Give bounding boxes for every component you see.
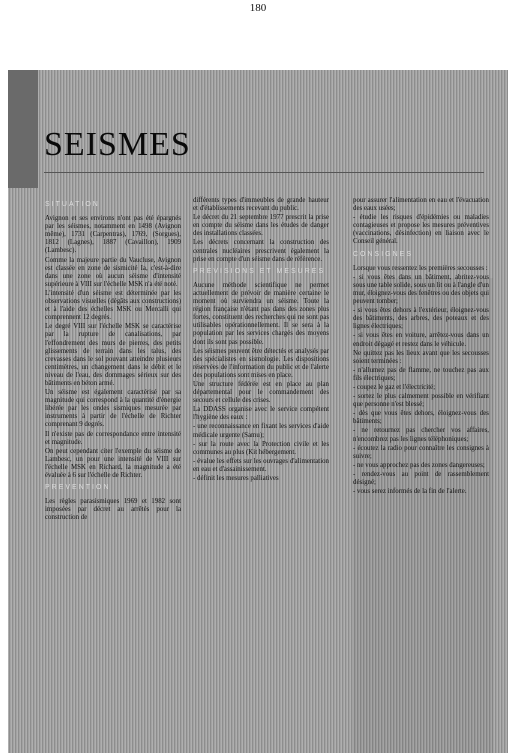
paragraph: Aucune méthode scientifique ne permet actuellement de prévoir de manière certaine le moment où surviendra un séisme. Toute la région française n'étant pas dans des zones plus fortes, constituent des recherches qui ne sont pas utilisables opérationnellement. Il se sera à la population par les services chargés des moyens dont ils sont pas possible. (193, 281, 329, 346)
section-heading-situation: SITUATION (45, 201, 100, 208)
paragraph: Il n'existe pas de correspondance entre intensité et magnitude. (45, 430, 181, 446)
paragraph: Les décrets concernant la construction des centrales nucléaires prescrivent également la prise en compte d'un séisme dans de référence. (193, 239, 329, 263)
column-1 (45, 197, 181, 523)
paragraph: - si vous êtes dehors à l'extérieur, éloignez-vous des bâtiments, des arbres, des poteaux et des lignes électriques; (353, 307, 489, 331)
paragraph: Une structure fédérée est en place au plan départemental pour le commandement des secours et cellule des crises. (193, 380, 329, 405)
section-heading-consignes: CONSIGNES (353, 250, 414, 258)
paragraph: - étudie les risques d'épidémies ou maladies contagieuses et propose les mesures préventives (vaccinations, désinfection) en liaison avec le Conseil général. (353, 214, 489, 246)
paragraph: - coupez le gaz et l'électricité; (353, 383, 436, 391)
paragraph: Un séisme est également caractérisé par sa magnitude qui correspond à la quantité d'énergie libérée par les ondes sismiques mesurée par instruments à partir de l'échelle de Richter comprenant 9 degrés. (45, 389, 181, 429)
paragraph: - ne vous approchez pas des zones dangereuses; (353, 461, 485, 469)
column-2 (193, 197, 329, 484)
paragraph: - une reconnaissance en fixant les services d'aide médicale urgente (Samu); (193, 423, 329, 439)
paragraph: - sur la route avec la Protection civile et les communes au plus (Kit hébergement. (193, 440, 329, 456)
paragraph: L'intensité d'un séisme est déterminée par les observations visuelles (dégâts aux constructions) et à l'aide des échelles MSK ou Mercalli qui comprennent 12 degrés. (45, 289, 181, 322)
column-3 (353, 197, 489, 497)
paragraph: Avignon et ses environs n'ont pas été épargnés par les séismes, notamment en 1498 (Avignon même), 1731 (Carpentras), 1769, (Sorgues), 1812 (Lagnes), 1887 (Cavaillon), 1909 (Lambesc). (45, 215, 181, 255)
paragraph: Ne quittez pas les lieux avant que les secousses soient terminées : (353, 349, 489, 365)
paragraph: différents types d'immeubles de grande hauteur et d'établissements recevant du public. (193, 197, 329, 213)
paragraph: - vous serez informés de la fin de l'alerte. (353, 488, 467, 496)
paragraph: - rendez-vous au point de rassemblement désigné; (353, 470, 489, 486)
paragraph: Les séismes peuvent être détectés et analysés par des spécialistes en sismologie. Les dispositions réservées de l'information du public et de l'alerte des populations sont mises en place. (193, 347, 329, 379)
paragraph: - dès que vous êtes dehors, éloignez-vous des bâtiments; (353, 410, 489, 426)
paragraph: - n'allumez pas de flamme, ne touchez pas aux fils électriques; (353, 366, 489, 382)
paragraph: Le décret du 21 septembre 1977 prescrit la prise en compte du séisme dans les études de danger des installations classées. (193, 214, 329, 238)
section-heading-prevention: PREVENTION (45, 484, 111, 492)
paragraph: On peut cependant citer l'exemple du séisme de Lambesc, un pour une intensité de VIII sur l'échelle MSK en Richard, la magnitude a été évaluée à 6 sur l'échelle de Richter. (45, 447, 181, 479)
paragraph: - si vous êtes dans un bâtiment, abritez-vous sous une table solide, sous un lit ou à l'angle d'un mur, éloignez-vous des fenêtres ou des objets qui peuvent tomber; (353, 273, 489, 306)
paragraph: Lorsque vous ressentez les premières secousses : (353, 264, 488, 272)
paragraph: - écoutez la radio pour connaître les consignes à suivre; (353, 444, 489, 460)
paragraph: La DDASS organise avec le service compétent l'hygiène des eaux : (193, 406, 329, 422)
document-page (8, 70, 508, 753)
paragraph: - définit les mesures palliatives (193, 475, 279, 482)
paragraph: Le degré VIII sur l'échelle MSK se caractérise par la rupture de canalisations, par l'effondrement des murs de pierres, des petits glissements de terrain dans les talus, des crevasses dans le sol pouvant atteindre plusieurs centimètres, un changement dans le débit et le niveau de l'eau, des dommages sérieux sur des bâtiments en béton armé. (45, 323, 181, 387)
page-title: SEISMES (44, 126, 191, 163)
page-number: 180 (249, 2, 267, 14)
paragraph: Les règles parasismiques 1969 et 1982 sont imposées par décret au arrêtés pour la construction de (45, 498, 181, 522)
corner-block (8, 70, 38, 188)
paragraph: - sortez le plus calmement possible en vérifiant que personne n'est blessé; (353, 393, 489, 409)
paragraph: Comme la majeure partie du Vaucluse, Avignon est classée en zone de sismicité Ia, c'est-à-dire dans une zone où aucun séisme d'intensité supérieure à VIII sur l'échelle MSK n'a été noté. (45, 256, 181, 288)
paragraph: pour assurer l'alimentation en eau et l'évacuation des eaux usées; (353, 197, 489, 213)
paragraph: - ne retournez pas chercher vos affaires, n'encombrez pas les lignes téléphoniques; (353, 427, 489, 443)
paragraph: - si vous êtes en voiture, arrêtez-vous dans un endroit dégagé et restez dans le véhicule. (353, 332, 489, 348)
section-heading-previsions: PREVISIONS ET MESURES (193, 267, 326, 275)
paragraph: - évalue les effets sur les ouvrages d'alimentation en eau et d'assainissement. (193, 457, 329, 473)
title-rule (44, 172, 484, 173)
